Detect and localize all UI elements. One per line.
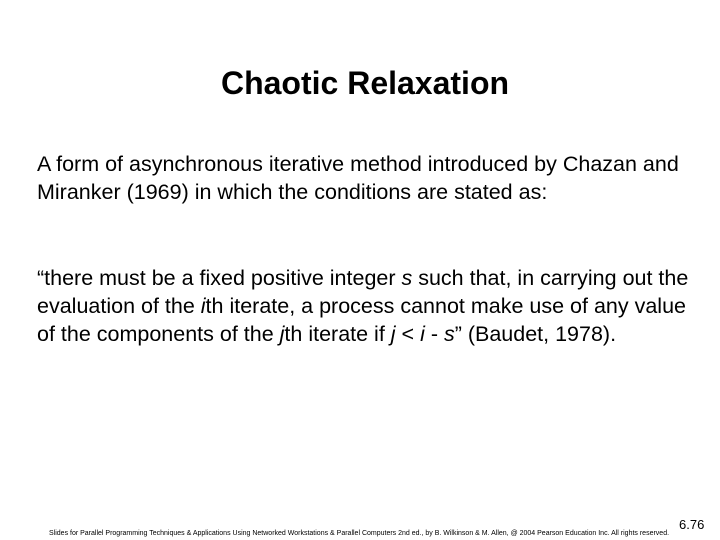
quote-text: “there must be a fixed positive integer bbox=[37, 266, 402, 290]
quote-text: - bbox=[424, 322, 444, 346]
quote-text: such that, in carrying out the evaluation of the bbox=[37, 266, 689, 318]
quote-text: th iterate, a process cannot make use of any value of the components of the bbox=[37, 294, 686, 346]
variable-s: s bbox=[443, 322, 455, 346]
citation-text: ” (Baudet, 1978). bbox=[454, 322, 617, 346]
variable-i: i bbox=[420, 322, 425, 346]
slide-title: Chaotic Relaxation bbox=[220, 65, 510, 101]
slide-number: 6.76 bbox=[679, 517, 705, 532]
quote-paragraph bbox=[37, 264, 707, 348]
quote-text: < bbox=[395, 322, 421, 346]
variable-j: j bbox=[390, 322, 396, 346]
quote-text: th iterate if bbox=[284, 322, 391, 346]
variable-s: s bbox=[401, 266, 413, 290]
variable-i: i bbox=[200, 294, 206, 318]
variable-j: j bbox=[279, 322, 285, 346]
intro-paragraph: A form of asynchronous iterative method introduced by Chazan and Miranker (1969) in which the conditions are stated as: bbox=[37, 152, 679, 204]
copyright-footer: Slides for Parallel Programming Techniques & Applications Using Networked Workstations & Parallel Computers 2nd ed., by B. Wilkinson & M. Allen, @ 2004 Pearson Education Inc. All rights reserved. bbox=[49, 530, 670, 537]
